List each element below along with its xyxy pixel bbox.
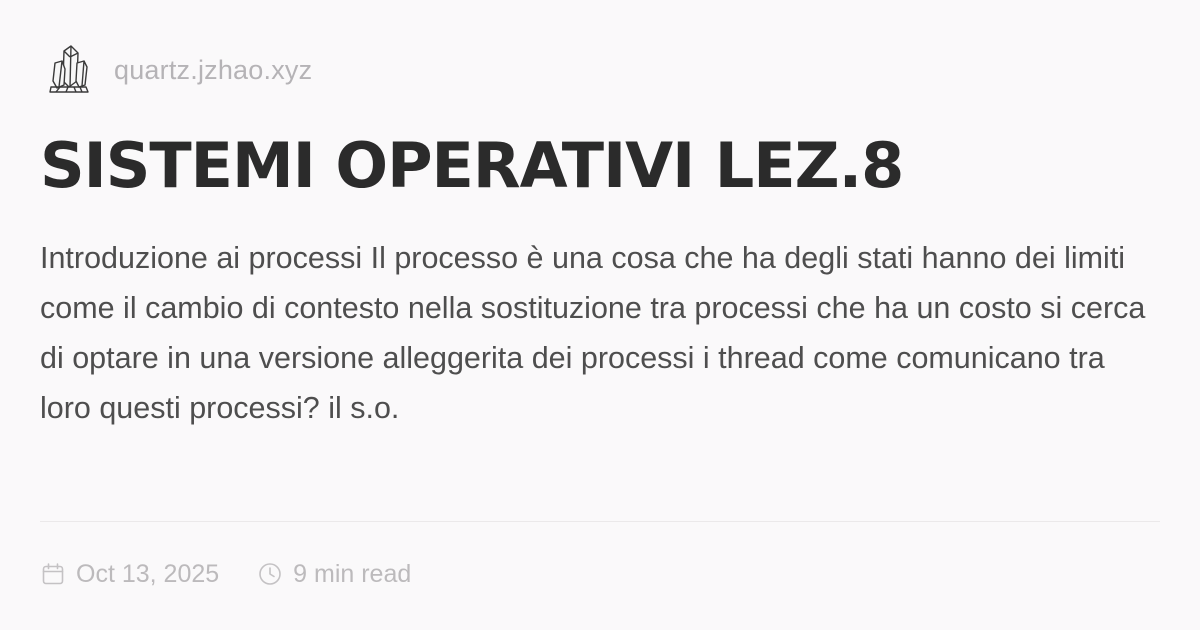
article-description: Introduzione ai processi Il processo è una cosa che ha degli stati hanno dei limiti come il cambio di contesto nella sostituzione tra processi che ha un costo si cerca di optare in una versione alleggerita dei processi i thread come comunicano tra loro questi processi? il s.o. — [40, 241, 1146, 425]
calendar-icon — [40, 561, 66, 587]
publish-date: Oct 13, 2025 — [76, 559, 220, 588]
divider — [40, 521, 1160, 522]
preview-card — [40, 0, 1160, 630]
article-meta — [40, 556, 411, 592]
crystal-logo-icon — [40, 41, 98, 99]
date-item — [40, 560, 219, 589]
clock-icon — [257, 561, 283, 587]
site-url[interactable]: quartz.jzhao.xyz — [114, 54, 313, 85]
reading-time: 9 min read — [293, 559, 412, 588]
page-title: SISTEMI OPERATIVI LEZ.8 — [40, 129, 904, 202]
site-header — [40, 38, 312, 102]
reading-time-item — [257, 560, 411, 589]
